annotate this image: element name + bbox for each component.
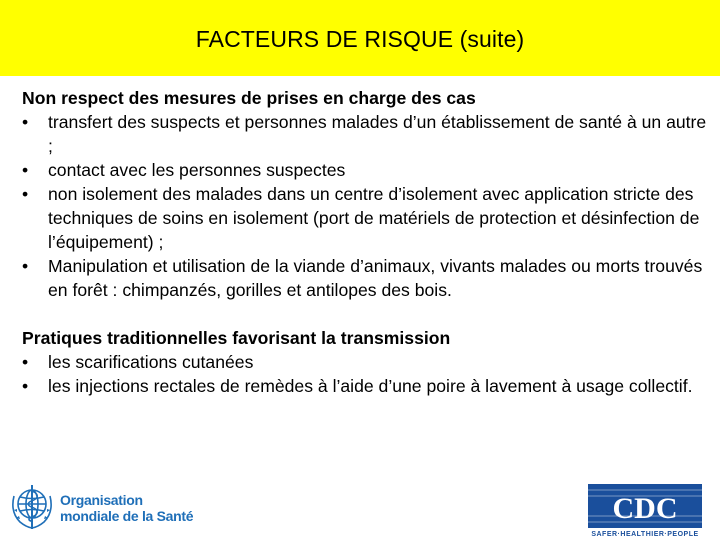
cdc-logo-text: CDC [612,492,678,525]
cdc-logo-icon [588,484,702,540]
section-heading-case-management: Non respect des mesures de prises en charge des cas [22,88,476,108]
list-item [22,350,712,374]
list-item-text: contact avec les personnes suspectes [48,160,346,180]
bullet-icon: • [22,352,29,372]
who-logo-line1: Organisation [60,492,143,508]
slide-title: FACTEURS DE RISQUE (suite) [195,25,525,52]
list-item [22,110,712,158]
bullet-icon: • [22,184,29,204]
bullet-icon: • [22,160,29,180]
who-logo-line2: mondiale de la Santé [60,508,194,524]
list-item-text: les injections rectales de remèdes à l’aide d’une poire à lavement à usage collectif. [48,376,693,396]
list-item [22,182,712,254]
list-item-text: les scarifications cutanées [48,352,254,372]
list-item [22,158,712,182]
section-heading-traditional-practices: Pratiques traditionnelles favorisant la transmission [22,328,451,348]
section-spacer [22,302,712,326]
list-item-text: Manipulation et utilisation de la viande d’animaux, vivants malades ou morts trouvés en forêt : chimpanzés, gorilles et antilopes des bois. [48,256,703,300]
bullet-list-case-management [22,110,712,302]
list-item-text: transfert des suspects et personnes malades d’un établissement de santé à un autre ; [48,112,707,156]
list-item [22,374,712,398]
bullet-icon: • [22,112,29,132]
bullet-icon: • [22,376,29,396]
bullet-list-traditional-practices [22,350,712,398]
who-emblem-icon [8,482,56,534]
bullet-icon: • [22,256,29,276]
cdc-logo-tagline: SAFER·HEALTHIER·PEOPLE [591,531,699,538]
list-item-text: non isolement des malades dans un centre d’isolement avec application stricte des techniques de soins en isolement (port de matériels de protection et désinfection de l’équipement) ; [48,184,700,252]
who-logo [8,482,193,534]
title-bar [0,0,720,76]
list-item [22,254,712,302]
slide-content [22,86,712,398]
who-logo-text [60,492,193,524]
